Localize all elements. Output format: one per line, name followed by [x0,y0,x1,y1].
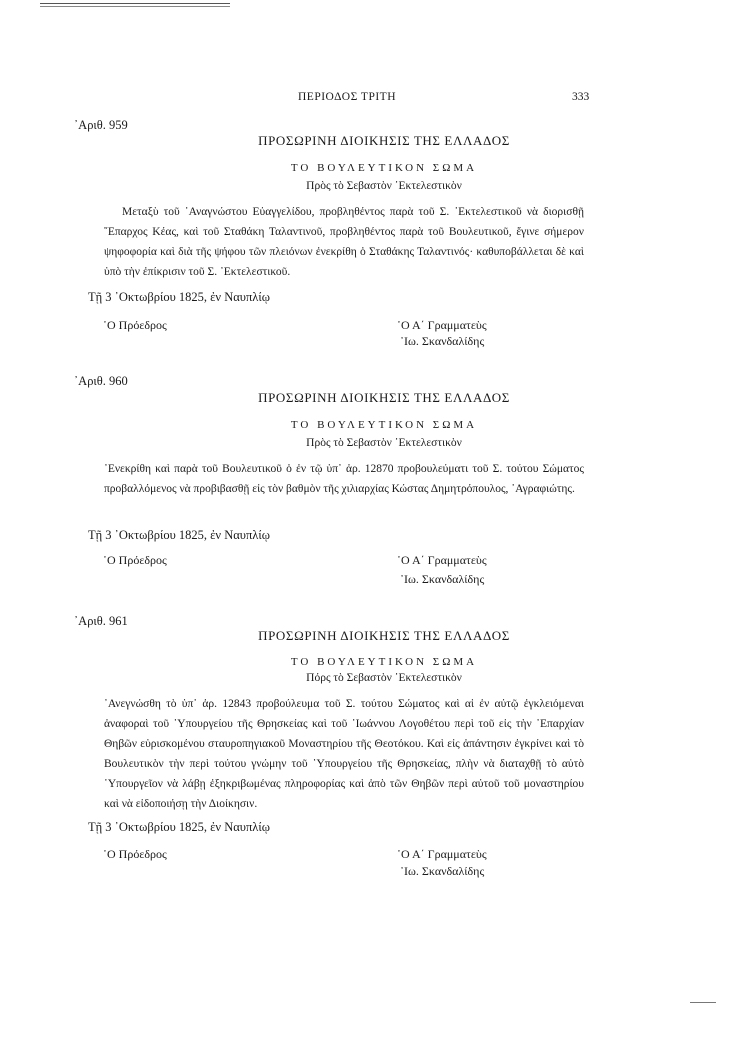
document-number: ᾽Αριθ. 961 [74,614,128,628]
president-signature: ῾Ο Πρόεδρος [103,553,167,567]
document-text [104,694,584,814]
bottom-mark [690,1002,716,1003]
issuing-body: ΤΟ ΒΟΥΛΕΥΤΙΚΟΝ ΣΩΜΑ [290,656,478,668]
top-rule-2 [40,6,230,7]
document-text-paragraph: ᾽Ενεκρίθη καὶ παρὰ τοῦ Βουλευτικοῦ ὁ ἐν τῷ ὑπ᾽ ἀρ. 12870 προβουλεύματι τοῦ Σ. τούτου Σώματος προβαλλόμενος νὰ προβιβασθῇ εἰς τὸν βαθμὸν τῆς χιλιαρχίας Κώστας Δημητρόπουλος, ᾽Αγραφιώτης. [104,463,584,495]
secretary-title: ῾Ο Α΄ Γραμματεὺς [397,847,487,861]
document-heading: ΠΡΟΣΩΡΙΝΗ ΔΙΟΙΚΗΣΙΣ ΤΗΣ ΕΛΛΑΔΟΣ [258,133,510,148]
document-text-paragraph: ᾽Ανεγνώσθη τὸ ὑπ᾽ ἀρ. 12843 προβούλευμα τοῦ Σ. τούτου Σώματος καὶ αἱ ἐν αὐτῷ ἐγκλειόμεναι ἀναφοραὶ τοῦ ῾Υπουργείου τῆς Θρησκείας καὶ τοῦ ᾽Ιωάννου Λογοθέτου περὶ τοῦ εἰς τὴν ᾽Επαρχίαν Θηβῶν εὑρισκομένου σταυροπηγιακοῦ Μοναστηρίου τῆς Θεοτόκου. Καὶ εἰς ἀπάντησιν ἐγκρίνει καὶ τὸ Βουλευτικὸν τὴν περὶ τούτου γνώμην τοῦ ῾Υπουργείου τῆς Θρησκείας, πλὴν νὰ διαταχθῇ τὸ αὐτὸ ῾Υπουργεῖον νὰ λάβῃ ἐξηκριβωμένας πληροφορίας καὶ ἀπὸ τῶν Θηβῶν περὶ αὐτοῦ τοῦ μοναστηρίου καὶ νὰ εἰδοποιήσῃ τὴν Διοίκησιν. [104,698,584,810]
document-text [104,202,584,282]
document-heading: ΠΡΟΣΩΡΙΝΗ ΔΙΟΙΚΗΣΙΣ ΤΗΣ ΕΛΛΑΔΟΣ [258,628,510,643]
addressee: Πρὸς τὸ Σεβαστὸν ᾽Εκτελεστικὸν [306,437,462,449]
document-number: ᾽Αριθ. 959 [74,118,128,132]
page-number: 333 [572,91,590,103]
secretary-name: ᾽Ιω. Σκανδαλίδης [400,864,485,878]
secretary-name: ᾽Ιω. Σκανδαλίδης [400,334,485,348]
secretary-title: ῾Ο Α΄ Γραμματεὺς [397,553,487,567]
document-text [104,459,584,499]
addressee: Πόρς τὸ Σεβαστὸν ᾽Εκτελεστικὸν [306,672,462,684]
running-head-title: ΠΕΡΙΟΔΟΣ ΤΡΙΤΗ [298,91,397,103]
secretary-title: ῾Ο Α΄ Γραμματεὺς [397,318,487,332]
president-signature: ῾Ο Πρόεδρος [103,318,167,332]
top-rule [40,3,230,4]
document-date: Τῇ 3 ᾽Οκτωβρίου 1825, ἐν Ναυπλίῳ [88,290,270,304]
issuing-body: ΤΟ ΒΟΥΛΕΥΤΙΚΟΝ ΣΩΜΑ [290,162,478,174]
document-heading: ΠΡΟΣΩΡΙΝΗ ΔΙΟΙΚΗΣΙΣ ΤΗΣ ΕΛΛΑΔΟΣ [258,390,510,405]
president-signature: ῾Ο Πρόεδρος [103,847,167,861]
document-number: ᾽Αριθ. 960 [74,374,128,388]
document-date: Τῇ 3 ᾽Οκτωβρίου 1825, ἐν Ναυπλίῳ [88,528,270,542]
document-date: Τῇ 3 ᾽Οκτωβρίου 1825, ἐν Ναυπλίῳ [88,820,270,834]
document-text-paragraph: Μεταξὺ τοῦ ᾽Αναγνώστου Εὐαγγελίδου, προβληθέντος παρὰ τοῦ Σ. ᾽Εκτελεστικοῦ νὰ διορισθῇ ῞Επαρχος Κέας, καὶ τοῦ Σταθάκη Ταλαντινοῦ, προβληθέντος παρὰ τοῦ Βουλευτικοῦ, ἔγινε σήμερον ψηφοφορία καὶ διὰ τῆς ψήφου τῶν πλειόνων ἐνεκρίθη ὁ Σταθάκης Ταλαντινός· καθυποβάλλεται δὲ καὶ ὑπὸ τὴν ἐπίκρισιν τοῦ Σ. ᾽Εκτελεστικοῦ. [104,206,584,278]
addressee: Πρὸς τὸ Σεβαστὸν ᾽Εκτελεστικὸν [306,180,462,192]
issuing-body: ΤΟ ΒΟΥΛΕΥΤΙΚΟΝ ΣΩΜΑ [290,419,478,431]
secretary-name: ᾽Ιω. Σκανδαλίδης [400,572,485,586]
